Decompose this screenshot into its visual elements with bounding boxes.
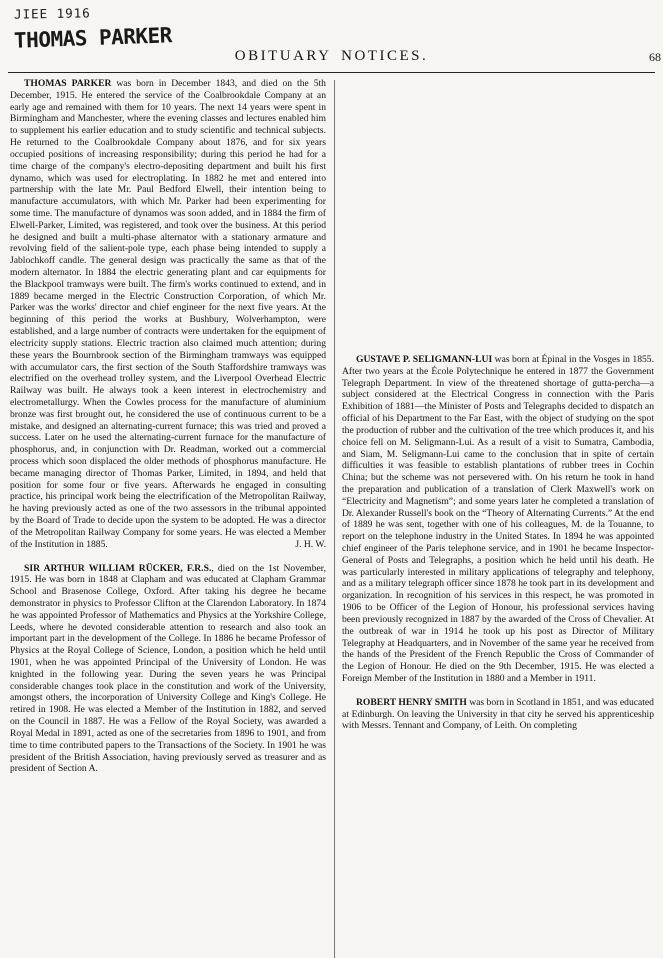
right-column: [342, 78, 654, 958]
obituary-arthur-rucker: [10, 563, 326, 776]
page-title: OBITUARY NOTICES.: [234, 48, 429, 64]
page-number: 68: [649, 50, 661, 64]
obituary-name: THOMAS PARKER: [24, 78, 112, 89]
obituary-seligmann-lui: [342, 354, 654, 685]
obituary-robert-smith: [342, 697, 654, 732]
obituary-text: , died on the 1st November, 1915. He was born in 1848 at Clapham and was educated at Clapham Grammar School and Brasenose College, Oxford. After taking his degree he became demonstrator in physics to Professor Clifton at the Clarendon Laboratory. In 1874 he was appointed Professor of Mathematics and Physics at the Yorkshire College, Leeds, where he devoted considerable attention to research and also took an important part in the development of the College. In 1886 he became Professor of Physics at the Royal College of Science, London, a position which he held until 1901, when he was appointed Principal of the University of London. He was knighted in the following year. During the seven years he was Principal considerable changes took place in the constitution and work of the University, amongst others, the incorporation of University College and King's College. He retired in 1908. He was elected a Member of the Institution in 1882, and served on the Council in 1887. He was a Fellow of the Royal Society, was awarded a Royal Medal in 1891, acted as one of the secretaries from 1896 to 1901, and from time to time contributed papers to the Transactions of the Society. In 1901 he was president of the British Association, having previously served as treasurer and as president of Section A.: [10, 562, 326, 775]
obituary-thomas-parker: [10, 78, 326, 551]
header-divider: [8, 72, 655, 73]
obituary-name: ROBERT HENRY SMITH: [356, 696, 467, 708]
column-divider: [334, 80, 335, 958]
obituary-name: SIR ARTHUR WILLIAM RÜCKER, F.R.S.: [24, 562, 212, 574]
obituary-text: was born at Épinal in the Vosges in 1855. After two years at the École Polytechnique he entered in 1877 the Government Telegraph Department. In view of the threatened shortage of gutta-percha—a subject considered at the Electrical Congress in connection with the Paris Exhibition of 1881—the Minister of Posts and Telegraphs decided to dispatch an official of his Department to the Far East, with the object of studying on the spot the production of rubber and the cultivation of the tree which produces it, and his choice fell on M. Seligmann-Lui. As a result of a visit to Sumatra, Cambodia, and Siam, M. Seligmann-Lui came to the conclusion that in spite of certain difficulties it was feasible to establish plantations of rubber trees in Cochin China; but the scheme was not persevered with. On his return he took in hand the preparation and publication of a translation of Clerk Maxwell's work on “Electricity and Magnetism”; and some years later he completed a translation of Dr. Alexander Russell's book on the “Theory of Alternating Currents.” At the end of 1889 he was sent, together with one of his colleagues, M. de la Touanne, to report on the telephone industry in the United States. In 1894 he was appointed chief engineer of the Paris telephone service, and in 1901 he became Inspector-General of Posts and Telegraphs, a position which he held until his death. He was particularly interested in military applications of telegraphy and telephony, and as a military telegraph officer since 1878 he took part in its development and organization. In recognition of his services in this respect, he was promoted in 1906 to be Officer of the Legion of Honour, his professional services having been previously recognized in 1887 by the awarded of the Cross of Chevalier. At the outbreak of war in 1914 he took up his post as Director of Military Telegraphy at Headquarters, and in November of the same year he received from the hands of the President of the French Republic the Cross of Commander of the Legion of Honour. He died on the 9th December, 1915. He was elected a Foreign Member of the Institution in 1880 and a Member in 1911.: [342, 354, 654, 684]
handwritten-journal-reference: JIEE 1916: [13, 5, 91, 22]
left-column: [10, 78, 326, 958]
obituary-name: GUSTAVE P. SELIGMANN-LUI: [356, 354, 493, 365]
obituary-text: was born in Scotland in 1851, and was educated at Edinburgh. On leaving the University in that city he served his apprenticeship with Messrs. Tennant and Company, of Leith. On completing: [342, 696, 654, 732]
obituary-signature: J. H. W.: [295, 538, 326, 550]
rucker-continuation-space: [342, 78, 654, 342]
handwritten-name-annotation: THOMAS PARKER: [13, 23, 173, 53]
obituary-text: was born in December 1843, and died on the 5th December, 1915. He entered the service of the Coalbrookdale Company at an early age and remained with them for 10 years. The next 14 years were spent in Birmingham and Manchester, where the evening classes and lectures enabled him to supplement his earlier education and to study scientific and technical subjects. He returned to the Coalbrookdale Company about 1876, and for six years occupied positions of increasing responsibility; during this period he had for a time charge of the company's electro-depositing department and built his first dynamo, which was used for electroplating. In 1882 he met and entered into partnership with the late Mr. Paul Bedford Elwell, their intention being to manufacture accumulators, with which Mr. Parker had been experimenting for some time. The manufacture of dynamos was soon added, and in 1884 the firm of Elwell-Parker, Limited, was registered, and took over the business. At this period he designed and built a multi-phase alternator with a stationary armature and revolving field of the salient-pole type, each phase being intended to supply a Jablochkoff candle. The general design was practically the same as that of the modern alternator. In 1884 the electric generating plant and car equipments for the Blackpool tramways were built. The firm's works continued to extend, and in 1889 became merged in the Electric Construction Corporation, of which Mr. Parker was the works' director and chief engineer for the next five years. At the beginning of this period the works at Bushbury, Wolverhampton, were established, and a large number of contracts were undertaken for the equipment of electricity supply stations. Electric traction also claimed much attention; during these years the Bournbrook section of the Birmingham tramways was equipped with accumulator cars, the first section of the South Staffordshire tramways was electrified on the overhead trolley system, and the Liverpool Overhead Electric Railway was built. He always took a keen interest in electrochemistry and electrometallurgy. When the Cowles process for the manufacture of aluminium bronze was first brought out, he considered the use of continuous current to be a mistake, and designed an alternating-current furnace; this was tried and proved a success. Later on he used the alternating-current furnace for the manufacture of phosphorus, and, in conjunction with Dr. Readman, worked out a commercial process which soon displaced the older methods of phosphorus manufacture. He became managing director of Thomas Parker, Limited, in 1894, and held that position for some four or five years. Afterwards he engaged in consulting practice, his principal work being the electrification of the Metropolitan Railway, he having previously acted as one of the two assessors in the tribunal appointed by the Board of Trade to decide upon the system to be adopted. He was a director of the Metropolitan Railway Company for some years. He was elected a Member of the Institution in 1885.: [10, 78, 326, 550]
